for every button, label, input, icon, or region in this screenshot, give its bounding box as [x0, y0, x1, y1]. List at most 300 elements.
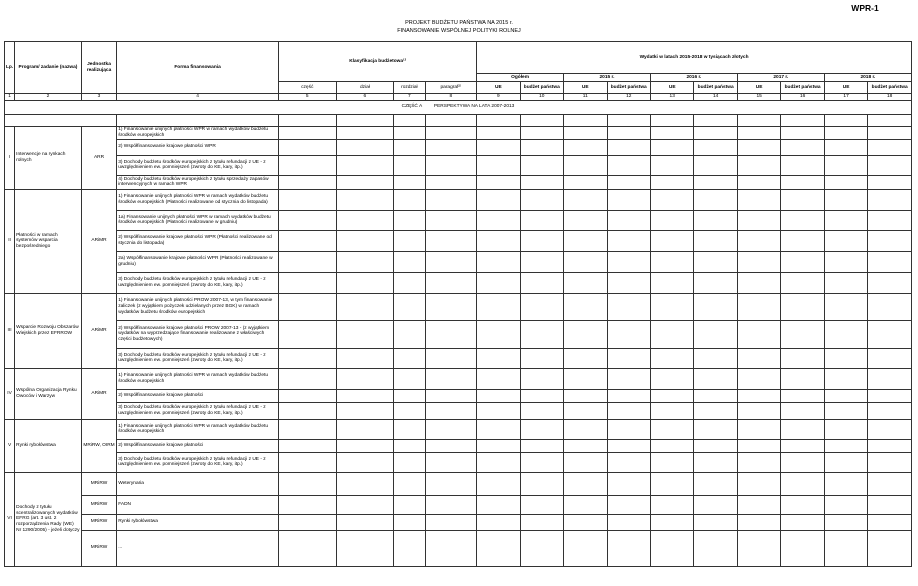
value-cell[interactable] [520, 293, 563, 320]
value-cell[interactable] [824, 514, 867, 530]
value-cell[interactable] [425, 472, 477, 495]
value-cell[interactable] [520, 514, 563, 530]
value-cell[interactable] [737, 251, 780, 272]
value-cell[interactable] [336, 530, 394, 566]
value-cell[interactable] [650, 495, 693, 514]
value-cell[interactable] [737, 402, 780, 419]
value-cell[interactable] [868, 472, 912, 495]
value-cell[interactable] [425, 452, 477, 472]
value-cell[interactable] [650, 175, 693, 189]
value-cell[interactable] [425, 402, 477, 419]
value-cell[interactable] [650, 126, 693, 139]
value-cell[interactable] [781, 514, 824, 530]
value-cell[interactable] [781, 189, 824, 210]
value-cell[interactable] [694, 320, 737, 348]
value-cell[interactable] [824, 272, 867, 293]
value-cell[interactable] [520, 320, 563, 348]
value-cell[interactable] [781, 293, 824, 320]
value-cell[interactable] [394, 452, 425, 472]
value-cell[interactable] [694, 452, 737, 472]
value-cell[interactable] [824, 175, 867, 189]
value-cell[interactable] [607, 210, 650, 230]
value-cell[interactable] [868, 419, 912, 439]
value-cell[interactable] [650, 189, 693, 210]
value-cell[interactable] [520, 495, 563, 514]
value-cell[interactable] [564, 139, 607, 155]
value-cell[interactable] [278, 530, 336, 566]
value-cell[interactable] [564, 472, 607, 495]
value-cell[interactable] [781, 452, 824, 472]
value-cell[interactable] [278, 272, 336, 293]
value-cell[interactable] [607, 189, 650, 210]
value-cell[interactable] [564, 402, 607, 419]
value-cell[interactable] [477, 139, 520, 155]
value-cell[interactable] [520, 452, 563, 472]
value-cell[interactable] [650, 530, 693, 566]
value-cell[interactable] [737, 155, 780, 175]
value-cell[interactable] [336, 230, 394, 251]
value-cell[interactable] [520, 175, 563, 189]
value-cell[interactable] [694, 139, 737, 155]
value-cell[interactable] [824, 419, 867, 439]
value-cell[interactable] [824, 155, 867, 175]
value-cell[interactable] [781, 210, 824, 230]
value-cell[interactable] [607, 495, 650, 514]
value-cell[interactable] [824, 251, 867, 272]
value-cell[interactable] [477, 368, 520, 389]
value-cell[interactable] [336, 452, 394, 472]
value-cell[interactable] [737, 293, 780, 320]
value-cell[interactable] [824, 452, 867, 472]
value-cell[interactable] [868, 139, 912, 155]
value-cell[interactable] [564, 175, 607, 189]
value-cell[interactable] [477, 210, 520, 230]
value-cell[interactable] [564, 126, 607, 139]
value-cell[interactable] [278, 210, 336, 230]
value-cell[interactable] [394, 139, 425, 155]
value-cell[interactable] [737, 452, 780, 472]
value-cell[interactable] [824, 495, 867, 514]
value-cell[interactable] [868, 293, 912, 320]
value-cell[interactable] [425, 320, 477, 348]
value-cell[interactable] [650, 139, 693, 155]
value-cell[interactable] [477, 175, 520, 189]
value-cell[interactable] [477, 320, 520, 348]
value-cell[interactable] [650, 368, 693, 389]
value-cell[interactable] [477, 230, 520, 251]
value-cell[interactable] [564, 419, 607, 439]
value-cell[interactable] [694, 389, 737, 402]
value-cell[interactable] [520, 139, 563, 155]
value-cell[interactable] [737, 272, 780, 293]
value-cell[interactable] [477, 514, 520, 530]
value-cell[interactable] [824, 389, 867, 402]
value-cell[interactable] [868, 348, 912, 368]
value-cell[interactable] [564, 389, 607, 402]
value-cell[interactable] [694, 439, 737, 452]
value-cell[interactable] [607, 230, 650, 251]
value-cell[interactable] [781, 402, 824, 419]
value-cell[interactable] [477, 495, 520, 514]
value-cell[interactable] [477, 126, 520, 139]
value-cell[interactable] [336, 155, 394, 175]
value-cell[interactable] [650, 419, 693, 439]
value-cell[interactable] [425, 495, 477, 514]
value-cell[interactable] [394, 402, 425, 419]
value-cell[interactable] [650, 348, 693, 368]
value-cell[interactable] [520, 389, 563, 402]
value-cell[interactable] [737, 348, 780, 368]
value-cell[interactable] [520, 126, 563, 139]
value-cell[interactable] [824, 126, 867, 139]
value-cell[interactable] [694, 155, 737, 175]
value-cell[interactable] [477, 348, 520, 368]
value-cell[interactable] [564, 452, 607, 472]
value-cell[interactable] [425, 139, 477, 155]
value-cell[interactable] [520, 272, 563, 293]
value-cell[interactable] [394, 251, 425, 272]
value-cell[interactable] [278, 126, 336, 139]
value-cell[interactable] [564, 155, 607, 175]
value-cell[interactable] [278, 155, 336, 175]
value-cell[interactable] [650, 472, 693, 495]
value-cell[interactable] [868, 368, 912, 389]
value-cell[interactable] [425, 389, 477, 402]
value-cell[interactable] [737, 210, 780, 230]
value-cell[interactable] [278, 320, 336, 348]
value-cell[interactable] [394, 389, 425, 402]
value-cell[interactable] [868, 175, 912, 189]
value-cell[interactable] [607, 514, 650, 530]
value-cell[interactable] [694, 419, 737, 439]
value-cell[interactable] [336, 126, 394, 139]
value-cell[interactable] [824, 348, 867, 368]
value-cell[interactable] [650, 251, 693, 272]
value-cell[interactable] [737, 530, 780, 566]
value-cell[interactable] [336, 368, 394, 389]
value-cell[interactable] [394, 530, 425, 566]
value-cell[interactable] [564, 368, 607, 389]
value-cell[interactable] [336, 272, 394, 293]
value-cell[interactable] [564, 210, 607, 230]
value-cell[interactable] [607, 320, 650, 348]
value-cell[interactable] [425, 368, 477, 389]
value-cell[interactable] [650, 389, 693, 402]
value-cell[interactable] [824, 293, 867, 320]
value-cell[interactable] [737, 175, 780, 189]
value-cell[interactable] [477, 251, 520, 272]
value-cell[interactable] [737, 230, 780, 251]
value-cell[interactable] [694, 210, 737, 230]
value-cell[interactable] [394, 272, 425, 293]
value-cell[interactable] [868, 530, 912, 566]
value-cell[interactable] [425, 210, 477, 230]
value-cell[interactable] [868, 189, 912, 210]
value-cell[interactable] [520, 439, 563, 452]
value-cell[interactable] [694, 126, 737, 139]
value-cell[interactable] [336, 139, 394, 155]
value-cell[interactable] [694, 175, 737, 189]
value-cell[interactable] [520, 402, 563, 419]
value-cell[interactable] [868, 389, 912, 402]
value-cell[interactable] [425, 251, 477, 272]
value-cell[interactable] [564, 293, 607, 320]
value-cell[interactable] [868, 495, 912, 514]
value-cell[interactable] [425, 348, 477, 368]
value-cell[interactable] [781, 439, 824, 452]
value-cell[interactable] [278, 419, 336, 439]
value-cell[interactable] [737, 439, 780, 452]
value-cell[interactable] [394, 348, 425, 368]
value-cell[interactable] [520, 210, 563, 230]
value-cell[interactable] [824, 472, 867, 495]
value-cell[interactable] [278, 230, 336, 251]
value-cell[interactable] [694, 514, 737, 530]
value-cell[interactable] [781, 419, 824, 439]
value-cell[interactable] [694, 189, 737, 210]
value-cell[interactable] [694, 530, 737, 566]
value-cell[interactable] [737, 126, 780, 139]
value-cell[interactable] [425, 530, 477, 566]
value-cell[interactable] [477, 452, 520, 472]
value-cell[interactable] [607, 419, 650, 439]
value-cell[interactable] [650, 320, 693, 348]
value-cell[interactable] [824, 530, 867, 566]
value-cell[interactable] [868, 251, 912, 272]
value-cell[interactable] [477, 293, 520, 320]
value-cell[interactable] [737, 389, 780, 402]
value-cell[interactable] [278, 452, 336, 472]
value-cell[interactable] [607, 348, 650, 368]
value-cell[interactable] [781, 126, 824, 139]
value-cell[interactable] [477, 272, 520, 293]
value-cell[interactable] [520, 155, 563, 175]
value-cell[interactable] [868, 272, 912, 293]
value-cell[interactable] [394, 368, 425, 389]
value-cell[interactable] [520, 230, 563, 251]
value-cell[interactable] [425, 230, 477, 251]
value-cell[interactable] [650, 402, 693, 419]
value-cell[interactable] [781, 251, 824, 272]
value-cell[interactable] [425, 189, 477, 210]
value-cell[interactable] [394, 175, 425, 189]
value-cell[interactable] [425, 126, 477, 139]
value-cell[interactable] [868, 452, 912, 472]
value-cell[interactable] [520, 419, 563, 439]
value-cell[interactable] [781, 530, 824, 566]
value-cell[interactable] [278, 439, 336, 452]
value-cell[interactable] [650, 293, 693, 320]
value-cell[interactable] [824, 439, 867, 452]
value-cell[interactable] [425, 439, 477, 452]
value-cell[interactable] [564, 230, 607, 251]
value-cell[interactable] [394, 419, 425, 439]
value-cell[interactable] [564, 530, 607, 566]
value-cell[interactable] [694, 348, 737, 368]
value-cell[interactable] [394, 155, 425, 175]
value-cell[interactable] [425, 514, 477, 530]
value-cell[interactable] [278, 139, 336, 155]
value-cell[interactable] [394, 439, 425, 452]
value-cell[interactable] [607, 251, 650, 272]
value-cell[interactable] [737, 320, 780, 348]
value-cell[interactable] [868, 155, 912, 175]
value-cell[interactable] [781, 495, 824, 514]
value-cell[interactable] [868, 320, 912, 348]
value-cell[interactable] [425, 175, 477, 189]
value-cell[interactable] [278, 348, 336, 368]
value-cell[interactable] [868, 514, 912, 530]
value-cell[interactable] [564, 514, 607, 530]
value-cell[interactable] [477, 389, 520, 402]
value-cell[interactable] [607, 452, 650, 472]
value-cell[interactable] [737, 189, 780, 210]
value-cell[interactable] [564, 495, 607, 514]
value-cell[interactable] [781, 389, 824, 402]
value-cell[interactable] [694, 402, 737, 419]
value-cell[interactable] [425, 272, 477, 293]
value-cell[interactable] [868, 126, 912, 139]
value-cell[interactable] [607, 439, 650, 452]
value-cell[interactable] [336, 514, 394, 530]
value-cell[interactable] [607, 368, 650, 389]
value-cell[interactable] [336, 348, 394, 368]
value-cell[interactable] [278, 368, 336, 389]
value-cell[interactable] [737, 495, 780, 514]
value-cell[interactable] [520, 472, 563, 495]
value-cell[interactable] [394, 126, 425, 139]
value-cell[interactable] [781, 139, 824, 155]
value-cell[interactable] [336, 210, 394, 230]
value-cell[interactable] [694, 368, 737, 389]
value-cell[interactable] [477, 530, 520, 566]
value-cell[interactable] [520, 251, 563, 272]
value-cell[interactable] [781, 368, 824, 389]
value-cell[interactable] [394, 495, 425, 514]
value-cell[interactable] [564, 251, 607, 272]
value-cell[interactable] [394, 293, 425, 320]
value-cell[interactable] [607, 139, 650, 155]
value-cell[interactable] [520, 348, 563, 368]
value-cell[interactable] [781, 230, 824, 251]
value-cell[interactable] [607, 126, 650, 139]
value-cell[interactable] [477, 419, 520, 439]
value-cell[interactable] [336, 293, 394, 320]
value-cell[interactable] [278, 251, 336, 272]
value-cell[interactable] [477, 155, 520, 175]
value-cell[interactable] [607, 293, 650, 320]
value-cell[interactable] [278, 389, 336, 402]
value-cell[interactable] [650, 155, 693, 175]
value-cell[interactable] [781, 348, 824, 368]
value-cell[interactable] [824, 368, 867, 389]
value-cell[interactable] [477, 439, 520, 452]
value-cell[interactable] [278, 175, 336, 189]
value-cell[interactable] [694, 272, 737, 293]
value-cell[interactable] [278, 402, 336, 419]
value-cell[interactable] [278, 189, 336, 210]
value-cell[interactable] [278, 293, 336, 320]
value-cell[interactable] [868, 230, 912, 251]
value-cell[interactable] [336, 320, 394, 348]
value-cell[interactable] [824, 402, 867, 419]
value-cell[interactable] [564, 348, 607, 368]
value-cell[interactable] [564, 439, 607, 452]
value-cell[interactable] [781, 320, 824, 348]
value-cell[interactable] [650, 514, 693, 530]
value-cell[interactable] [694, 251, 737, 272]
value-cell[interactable] [781, 472, 824, 495]
value-cell[interactable] [477, 189, 520, 210]
value-cell[interactable] [694, 472, 737, 495]
value-cell[interactable] [607, 472, 650, 495]
value-cell[interactable] [650, 272, 693, 293]
value-cell[interactable] [868, 402, 912, 419]
value-cell[interactable] [477, 472, 520, 495]
value-cell[interactable] [737, 514, 780, 530]
value-cell[interactable] [564, 320, 607, 348]
value-cell[interactable] [650, 210, 693, 230]
value-cell[interactable] [394, 189, 425, 210]
value-cell[interactable] [607, 272, 650, 293]
value-cell[interactable] [564, 189, 607, 210]
value-cell[interactable] [824, 210, 867, 230]
value-cell[interactable] [394, 230, 425, 251]
value-cell[interactable] [737, 139, 780, 155]
value-cell[interactable] [824, 139, 867, 155]
value-cell[interactable] [824, 230, 867, 251]
value-cell[interactable] [336, 175, 394, 189]
value-cell[interactable] [781, 272, 824, 293]
value-cell[interactable] [781, 155, 824, 175]
value-cell[interactable] [520, 530, 563, 566]
value-cell[interactable] [824, 189, 867, 210]
value-cell[interactable] [694, 293, 737, 320]
value-cell[interactable] [394, 320, 425, 348]
value-cell[interactable] [394, 514, 425, 530]
value-cell[interactable] [564, 272, 607, 293]
value-cell[interactable] [278, 514, 336, 530]
value-cell[interactable] [650, 230, 693, 251]
value-cell[interactable] [737, 419, 780, 439]
value-cell[interactable] [425, 155, 477, 175]
value-cell[interactable] [737, 472, 780, 495]
value-cell[interactable] [694, 230, 737, 251]
value-cell[interactable] [394, 210, 425, 230]
value-cell[interactable] [336, 439, 394, 452]
value-cell[interactable] [607, 389, 650, 402]
value-cell[interactable] [278, 495, 336, 514]
value-cell[interactable] [336, 389, 394, 402]
value-cell[interactable] [425, 419, 477, 439]
value-cell[interactable] [824, 320, 867, 348]
value-cell[interactable] [650, 452, 693, 472]
value-cell[interactable] [278, 472, 336, 495]
value-cell[interactable] [336, 251, 394, 272]
value-cell[interactable] [650, 439, 693, 452]
value-cell[interactable] [336, 472, 394, 495]
value-cell[interactable] [520, 189, 563, 210]
value-cell[interactable] [781, 175, 824, 189]
value-cell[interactable] [607, 155, 650, 175]
value-cell[interactable] [607, 530, 650, 566]
value-cell[interactable] [336, 419, 394, 439]
value-cell[interactable] [607, 175, 650, 189]
value-cell[interactable] [607, 402, 650, 419]
value-cell[interactable] [425, 293, 477, 320]
value-cell[interactable] [336, 402, 394, 419]
value-cell[interactable] [394, 472, 425, 495]
